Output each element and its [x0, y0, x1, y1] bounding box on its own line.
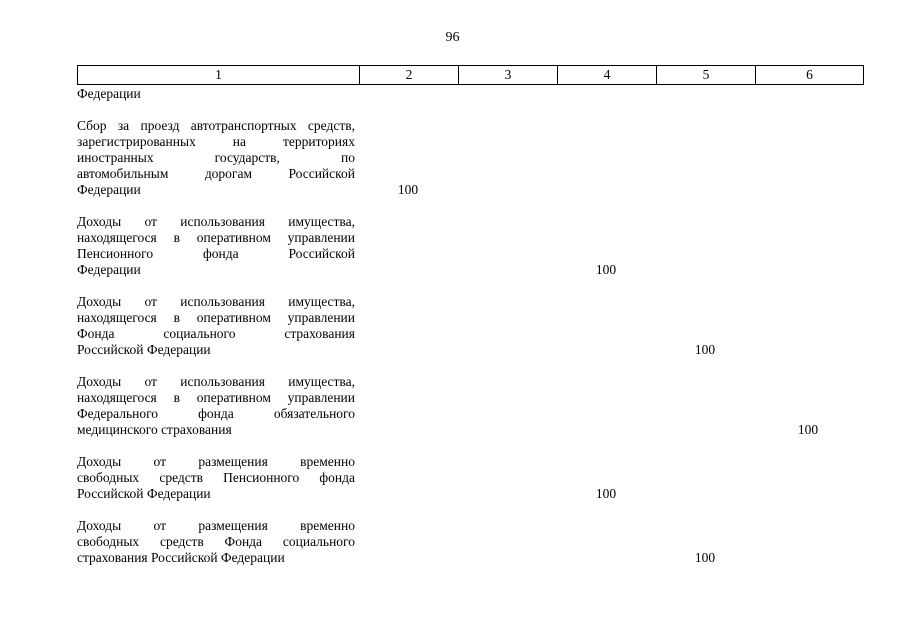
row-value: 100 [397, 182, 419, 197]
row-label-line: свободных средств Пенсионного фонда [77, 470, 355, 485]
row-label-line: страхования Российской Федерации [77, 550, 285, 565]
row-label-line: Федерации [77, 182, 141, 197]
row-label-line: Доходы от использования имущества, [77, 294, 355, 309]
row-value: 100 [694, 550, 716, 565]
row-label-line: Российской Федерации [77, 342, 211, 357]
row-label-line: свободных средств Фонда социального [77, 534, 355, 549]
row-label-line: иностранных государств, по [77, 150, 355, 165]
column-header-5: 5 [657, 66, 756, 85]
row-label-line: Федерального фонда обязательного [77, 406, 355, 421]
row-label-line: находящегося в оперативном управлении [77, 390, 355, 405]
column-header-3: 3 [459, 66, 558, 85]
column-header-table [77, 65, 864, 85]
row-label-line: Доходы от размещения временно [77, 518, 355, 533]
column-header-1: 1 [78, 66, 360, 85]
row-value: 100 [595, 262, 617, 277]
row-label-line: медицинского страхования [77, 422, 232, 437]
row-label-line: Российской Федерации [77, 486, 211, 501]
row-label-line: Доходы от использования имущества, [77, 374, 355, 389]
row-label [77, 454, 355, 502]
row-label-line: Фонда социального страхования [77, 326, 355, 341]
row-value: 100 [595, 486, 617, 501]
column-header-6: 6 [756, 66, 864, 85]
row-label-line: Пенсионного фонда Российской [77, 246, 355, 261]
row-label [77, 294, 355, 358]
column-header-row [78, 66, 864, 85]
row-label-line: Доходы от размещения временно [77, 454, 355, 469]
row-label-line: Федерации [77, 262, 141, 277]
row-label-line: находящегося в оперативном управлении [77, 310, 355, 325]
continuation-text: Федерации [77, 86, 141, 101]
row-label-line: автомобильным дорогам Российской [77, 166, 355, 181]
page-number: 96 [445, 30, 460, 45]
row-value: 100 [797, 422, 819, 437]
row-label [77, 214, 355, 278]
column-header-4: 4 [558, 66, 657, 85]
row-value: 100 [694, 342, 716, 357]
row-label-line: Доходы от использования имущества, [77, 214, 355, 229]
column-header-2: 2 [360, 66, 459, 85]
row-label [77, 118, 355, 198]
row-label [77, 374, 355, 438]
row-label [77, 518, 355, 566]
row-label-line: находящегося в оперативном управлении [77, 230, 355, 245]
row-label-line: зарегистрированных на территориях [77, 134, 355, 149]
row-label-line: Сбор за проезд автотранспортных средств, [77, 118, 355, 133]
